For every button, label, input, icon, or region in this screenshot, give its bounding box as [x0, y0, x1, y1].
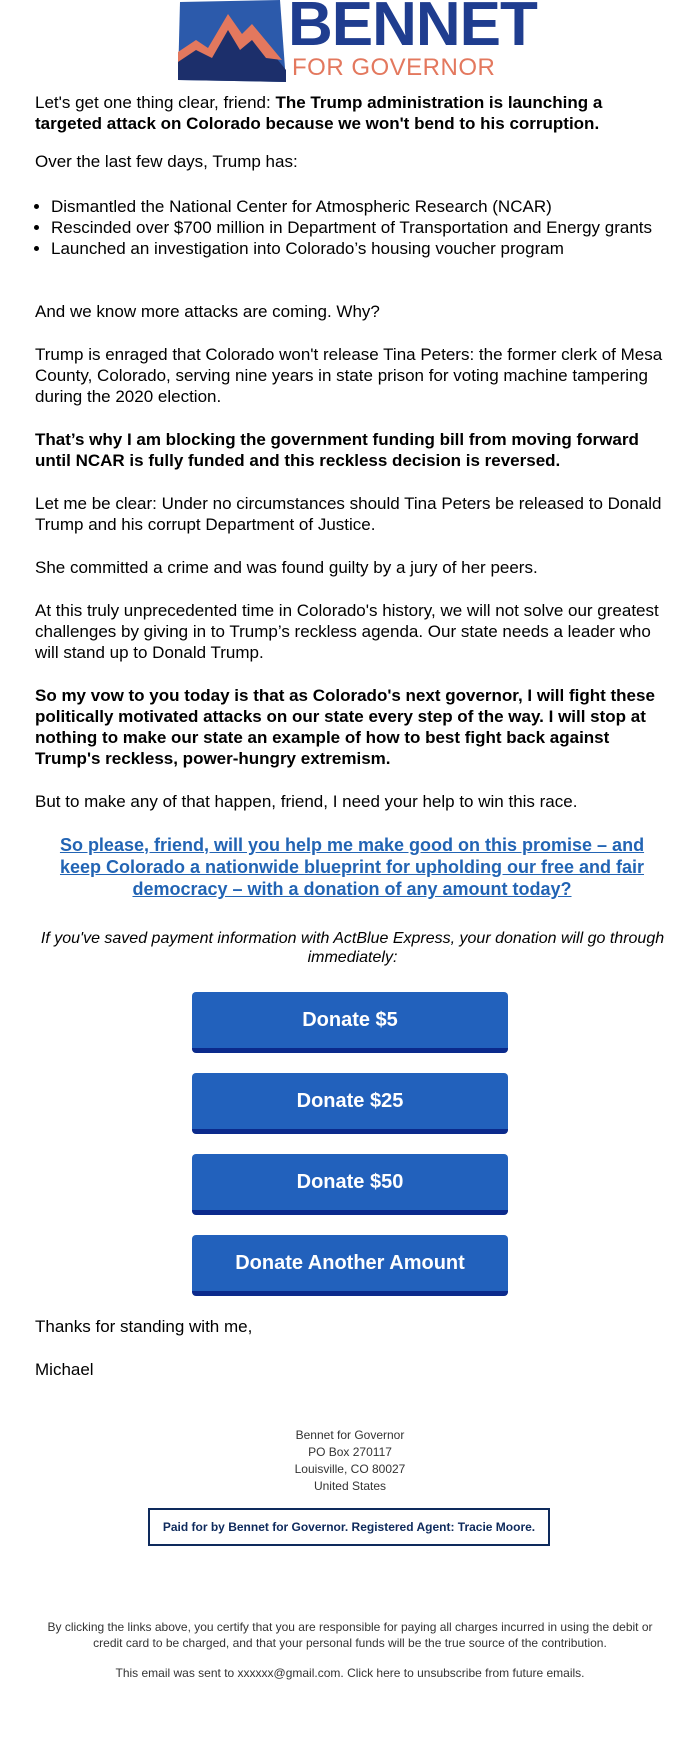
- address-line: Louisville, CO 80027: [294, 1462, 406, 1476]
- bennet-logo: [176, 0, 536, 82]
- legal-certification-text: By clicking the links above, you certify that you are responsible for paying all charges incurred in using the debit or credit card to be charged, and that your personal funds will be the true source of the contribution.: [47, 1620, 653, 1650]
- unsubscribe-prefix: This email was sent to: [115, 1666, 238, 1680]
- tina-peters-paragraph: Trump is enraged that Colorado won't release Tina Peters: the former clerk of Mesa County, Colorado, serving nine years in state prison for voting machine tampering during the 2020 election.: [35, 345, 663, 406]
- address-line: PO Box 270117: [308, 1445, 392, 1459]
- address-line: Bennet for Governor: [295, 1428, 405, 1442]
- logo-subtitle: FOR GOVERNOR: [292, 54, 496, 81]
- over-days-paragraph: Over the last few days, Trump has:: [35, 152, 298, 171]
- donate-50-button[interactable]: Donate $50: [192, 1154, 508, 1215]
- unsubscribe-line: [40, 1665, 660, 1681]
- signature: Michael: [35, 1360, 94, 1379]
- attacks-paragraph: And we know more attacks are coming. Why?: [35, 302, 380, 321]
- vow-paragraph: So my vow to you today is that as Colorado's next governor, I will fight these politically motivated attacks on our state every step of the way. I will stop at nothing to make our state an example of how to best fight back against Trump's reckless, power-hungry extremism.: [35, 686, 655, 768]
- list-item: • Launched an investigation into Colorado’s housing voucher program: [51, 238, 681, 259]
- unsubscribe-suffix: from future emails.: [481, 1666, 585, 1680]
- let-me-be-clear-paragraph: Let me be clear: Under no circumstances should Tina Peters be released to Donald Trump and his corrupt Department of Justice.: [35, 494, 662, 534]
- intro-bold: The Trump administration is launching a targeted attack on Colorado because we won't bend to his corruption.: [35, 93, 603, 133]
- blocking-bill-paragraph: That’s why I am blocking the government funding bill from moving forward until NCAR is fully funded and this reckless decision is reversed.: [35, 430, 639, 470]
- signoff: Thanks for standing with me,: [35, 1317, 253, 1336]
- recipient-email: xxxxxx@gmail.com: [237, 1666, 341, 1680]
- mountain-logo-icon: [176, 0, 286, 82]
- list-item: • Dismantled the National Center for Atmospheric Research (NCAR): [51, 196, 681, 217]
- intro-paragraph: [35, 92, 670, 134]
- crime-paragraph: She committed a crime and was found guilty by a jury of her peers.: [35, 558, 538, 577]
- donate-5-button[interactable]: Donate $5: [192, 992, 508, 1053]
- address-line: United States: [313, 1479, 387, 1493]
- actblue-express-note: If you've saved payment information with ActBlue Express, your donation will go through immediately:: [40, 930, 665, 966]
- donate-another-amount-button[interactable]: Donate Another Amount: [192, 1235, 508, 1296]
- mailing-address: [200, 1427, 500, 1495]
- donation-cta-link[interactable]: So please, friend, will you help me make good on this promise – and keep Colorado a nationwide blueprint for upholding our free and fair democracy – with a donation of any amount today?: [59, 835, 645, 899]
- intro-lead: Let's get one thing clear, friend:: [35, 93, 276, 112]
- need-help-paragraph: But to make any of that happen, friend, I need your help to win this race.: [35, 792, 578, 811]
- unprecedented-paragraph: At this truly unprecedented time in Colorado's history, we will not solve our greatest challenges by giving in to Trump’s reckless agenda. Our state needs a leader who will stand up to Donald Trump.: [35, 601, 659, 662]
- list-item: • Rescinded over $700 million in Department of Transportation and Energy grants: [51, 217, 681, 238]
- trump-actions-list: [35, 196, 681, 259]
- paid-for-by-disclaimer: Paid for by Bennet for Governor. Registered Agent: Tracie Moore.: [148, 1508, 550, 1546]
- unsubscribe-middle: .: [340, 1666, 348, 1680]
- donate-25-button[interactable]: Donate $25: [192, 1073, 508, 1134]
- unsubscribe-link[interactable]: Click here to unsubscribe: [347, 1666, 482, 1680]
- logo-wordmark: BENNET: [288, 0, 537, 59]
